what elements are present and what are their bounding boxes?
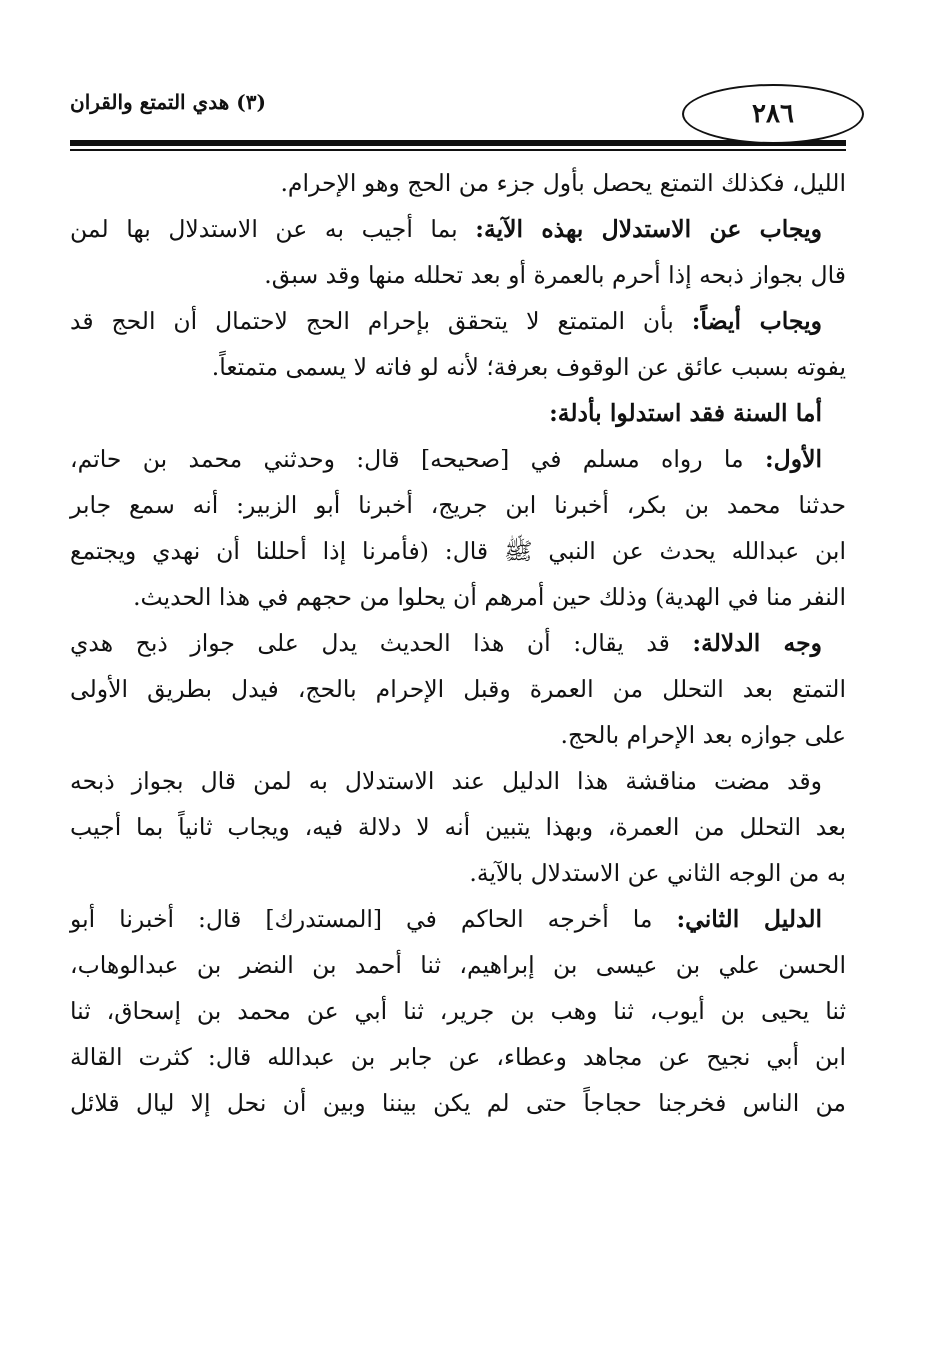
section-heading: أما السنة فقد استدلوا بأدلة:: [549, 399, 822, 427]
text-line: حدثنا محمد بن بكر، أخبرنا ابن جريج، أخبرنا أبو الزبير: أنه سمع جابر: [70, 491, 846, 519]
text-line: قال بجواز ذبحه إذا أحرم بالعمرة أو بعد تحلله منها وقد سبق.: [264, 261, 846, 289]
text-line: النفر منا في الهدية) وذلك حين أمرهم أن يحلوا من حجهم في هذا الحديث.: [133, 583, 846, 611]
text-line: يفوته بسبب عائق عن الوقوف بعرفة؛ لأنه لو فاته لا يسمى متمتعاً.: [211, 353, 846, 381]
header-rule-thin: [70, 149, 846, 151]
header-rule: [70, 140, 846, 146]
text-line: ويجاب عن الاستدلال بهذه الآية: بما أجيب به عن الاستدلال بها لمن: [70, 215, 822, 243]
text-line: ويجاب أيضاً: بأن المتمتع لا يتحقق بإحرام الحج لاحتمال أن الحج قد: [70, 307, 822, 335]
text-line: على جوازه بعد الإحرام بالحج.: [560, 721, 846, 749]
page-header: [70, 78, 846, 148]
text-line: ابن عبدالله يحدث عن النبي ﷺ قال: (فأمرنا إذا أحللنا أن نهدي ويجتمع: [70, 537, 846, 565]
text-line: الأول: ما رواه مسلم في [صحيحه] قال: وحدثني محمد بن حاتم،: [70, 445, 822, 473]
running-title: (٣) هدي التمتع والقران: [70, 90, 266, 114]
text-line: به من الوجه الثاني عن الاستدلال بالآية.: [469, 859, 846, 887]
text-line: ثنا يحيى بن أيوب، ثنا وهب بن جرير، ثنا أبي عن محمد بن إسحاق، ثنا: [70, 997, 846, 1025]
page-number: ٢٨٦: [682, 84, 864, 144]
text-line: الليل، فكذلك التمتع يحصل بأول جزء من الحج وهو الإحرام.: [280, 169, 846, 197]
text-line: بعد التحلل من العمرة، وبهذا يتبين أنه لا دلالة فيه، ويجاب ثانياً بما أجيب: [70, 813, 846, 841]
text-line: وجه الدلالة: قد يقال: أن هذا الحديث يدل على جواز ذبح هدي: [70, 629, 822, 657]
body-text: [70, 160, 846, 1126]
text-line: الدليل الثاني: ما أخرجه الحاكم في [المستدرك] قال: أخبرنا أبو: [70, 905, 823, 933]
text-line: التمتع بعد التحلل من العمرة وقبل الإحرام بالحج، فيدل بطريق الأولى: [70, 675, 846, 703]
text-line: من الناس فخرجنا حجاجاً حتى لم يكن بيننا وبين أن نحل إلا ليال قلائل: [70, 1089, 846, 1117]
text-line: الحسن علي بن عيسى بن إبراهيم، ثنا أحمد بن النضر بن عبدالوهاب،: [70, 951, 846, 979]
text-line: ابن أبي نجيح عن مجاهد وعطاء، عن جابر بن عبدالله قال: كثرت القالة: [70, 1043, 846, 1071]
text-line: وقد مضت مناقشة هذا الدليل عند الاستدلال به لمن قال بجواز ذبحه: [70, 767, 822, 795]
